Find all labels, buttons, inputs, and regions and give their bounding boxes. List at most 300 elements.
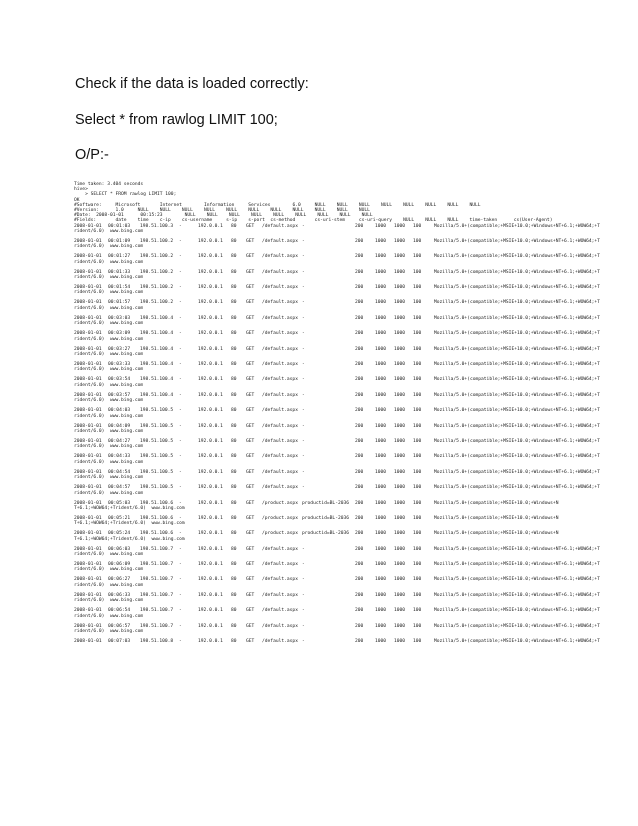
result-row (74, 423, 600, 439)
field-agent: Mozilla/5.0+(compatible;+MSIE+10.0;+Windows+NT+6.1;+WOW64;+T (434, 238, 600, 244)
field-sip: 192.0.0.1 (198, 592, 223, 598)
field-status: 200 (355, 300, 364, 306)
field-time: 00:03:09 (108, 331, 131, 337)
field-taken: 100 (413, 346, 422, 352)
field-status: 200 (355, 531, 364, 537)
field-win: 1000 (394, 438, 406, 444)
result-row (74, 438, 600, 454)
result-row (74, 562, 600, 577)
field-status: 200 (355, 238, 364, 244)
result-row (74, 608, 600, 623)
result-row (74, 639, 600, 654)
field-status: 200 (355, 223, 364, 229)
console-header-line: #Date: 2008-01-01 00:15:23 NULL NULL NULL NULL NULL NULL NULL NULL NULL (74, 213, 373, 219)
field-taken: 100 (413, 408, 422, 414)
field-agent: Mozilla/5.0+(compatible;+MSIE+10.0;+Windows+NT+6.1;+WOW64;+T (434, 362, 600, 368)
field-time: 00:06:09 (108, 562, 131, 568)
field-cip: 198.51.100.7 (140, 592, 174, 598)
field-sub: 1000 (375, 285, 387, 291)
field-sip: 192.0.0.1 (198, 392, 223, 398)
field-method: GET (246, 377, 255, 383)
field-sub: 1000 (375, 362, 387, 368)
field-win: 1000 (394, 254, 406, 260)
field-sub: 1000 (375, 485, 387, 491)
field-method: GET (246, 608, 255, 614)
field-taken: 100 (413, 500, 422, 506)
field-sip: 192.0.0.1 (198, 608, 223, 614)
console-header-line: #Version: 1.0 NULL NULL NULL NULL NULL NULL NULL NULL NULL NULL NULL (74, 207, 370, 213)
field-time: 00:04:33 (108, 454, 131, 460)
field-agent: Mozilla/5.0+(compatible;+MSIE+10.0;+Windows+NT+6.1;+WOW64;+T (434, 469, 600, 475)
instruction-text: Check if the data is loaded correctly: (75, 76, 309, 92)
field-port: 80 (231, 592, 237, 598)
field-sub: 1000 (375, 577, 387, 583)
field-query: - (302, 346, 305, 352)
field-port: 80 (231, 254, 237, 260)
field-time: 00:04:54 (108, 469, 131, 475)
field-date: 2008-01-01 (74, 223, 102, 229)
result-row (74, 362, 600, 377)
field-time: 00:06:57 (108, 623, 131, 629)
field-agent: Mozilla/5.0+(compatible;+MSIE+10.0;+Windows+NT+6.1;+WOW64;+T (434, 454, 600, 460)
field-cip: 198.51.100.4 (140, 377, 174, 383)
field-user: - (179, 269, 182, 275)
field-sip: 192.0.0.1 (198, 269, 223, 275)
field-win: 1000 (394, 515, 406, 521)
field-sub: 1000 (375, 623, 387, 629)
result-row (74, 254, 600, 269)
console-screenshot (74, 182, 600, 778)
field-user: - (179, 254, 182, 260)
field-method: GET (246, 269, 255, 275)
field-query: - (302, 223, 305, 229)
field-user: - (179, 531, 182, 537)
console-header-line: #Fields: date time c-ip cs-username s-ip s-port cs-method cs-uri-stem cs-uri-query NULL NULL NULL time-taken cs(User-Agent) (74, 218, 553, 224)
field-sip: 192.0.0.1 (198, 469, 223, 475)
field-cip: 198.51.100.3 (140, 223, 174, 229)
field-query: - (302, 285, 305, 291)
result-row (74, 238, 600, 254)
field-sub: 1000 (375, 500, 387, 506)
query-result-rows (74, 223, 600, 655)
result-row-continuation: rident/6.0) www.bing.com (74, 459, 144, 465)
field-stem: /default.aspx (262, 469, 298, 475)
field-sub: 1000 (375, 608, 387, 614)
field-agent: Mozilla/5.0+(compatible;+MSIE+10.0;+Windows+NT+6.1;+WOW64;+T (434, 438, 600, 444)
field-sip: 192.0.0.1 (198, 300, 223, 306)
field-user: - (179, 423, 182, 429)
field-cip: 198.51.100.2 (140, 269, 174, 275)
result-row (74, 392, 600, 408)
field-query: - (302, 300, 305, 306)
field-taken: 100 (413, 315, 422, 321)
result-row-continuation: rident/6.0) www.bing.com (74, 321, 144, 327)
field-date: 2008-01-01 (74, 346, 102, 352)
field-win: 1000 (394, 639, 406, 645)
field-user: - (179, 454, 182, 460)
field-method: GET (246, 485, 255, 491)
result-row (74, 546, 600, 562)
field-taken: 100 (413, 623, 422, 629)
field-method: GET (246, 531, 255, 537)
field-port: 80 (231, 392, 237, 398)
field-date: 2008-01-01 (74, 377, 102, 383)
field-user: - (179, 408, 182, 414)
field-port: 80 (231, 346, 237, 352)
field-agent: Mozilla/5.0+(compatible;+MSIE+10.0;+Windows+NT+6.1;+WOW64;+T (434, 608, 600, 614)
field-method: GET (246, 454, 255, 460)
field-cip: 198.51.100.4 (140, 346, 174, 352)
field-agent: Mozilla/5.0+(compatible;+MSIE+10.0;+Windows+NT+6.1;+WOW64;+T (434, 592, 600, 598)
field-stem: /default.aspx (262, 408, 298, 414)
field-status: 200 (355, 500, 364, 506)
field-sub: 1000 (375, 438, 387, 444)
field-date: 2008-01-01 (74, 469, 102, 475)
field-query: - (302, 577, 305, 583)
field-status: 200 (355, 408, 364, 414)
field-taken: 100 (413, 531, 422, 537)
field-cip: 198.51.100.4 (140, 392, 174, 398)
field-time: 00:03:54 (108, 377, 131, 383)
field-port: 80 (231, 500, 237, 506)
field-date: 2008-01-01 (74, 331, 102, 337)
field-stem: /default.aspx (262, 254, 298, 260)
field-agent: Mozilla/5.0+(compatible;+MSIE+10.0;+Windows+N (434, 500, 559, 506)
result-row-continuation: rident/6.0) www.bing.com (74, 413, 144, 419)
field-date: 2008-01-01 (74, 423, 102, 429)
field-date: 2008-01-01 (74, 254, 102, 260)
result-row-continuation: T+6.1;+WOW64;+Trident/6.0) www.bing.com (74, 536, 185, 542)
field-port: 80 (231, 362, 237, 368)
field-port: 80 (231, 438, 237, 444)
field-user: - (179, 608, 182, 614)
field-port: 80 (231, 408, 237, 414)
field-date: 2008-01-01 (74, 562, 102, 568)
result-row (74, 592, 600, 608)
field-date: 2008-01-01 (74, 315, 102, 321)
field-agent: Mozilla/5.0+(compatible;+MSIE+10.0;+Windows+NT+6.1;+WOW64;+T (434, 223, 600, 229)
result-row (74, 331, 600, 346)
field-time: 00:01:27 (108, 254, 131, 260)
field-method: GET (246, 408, 255, 414)
field-agent: Mozilla/5.0+(compatible;+MSIE+10.0;+Windows+NT+6.1;+WOW64;+T (434, 639, 600, 645)
field-date: 2008-01-01 (74, 485, 102, 491)
field-taken: 100 (413, 238, 422, 244)
field-sub: 1000 (375, 592, 387, 598)
field-sip: 192.0.0.1 (198, 238, 223, 244)
field-query: - (302, 362, 305, 368)
field-query: - (302, 423, 305, 429)
field-date: 2008-01-01 (74, 408, 102, 414)
field-win: 1000 (394, 592, 406, 598)
field-query: - (302, 392, 305, 398)
field-time: 00:01:57 (108, 300, 131, 306)
field-sip: 192.0.0.1 (198, 438, 223, 444)
field-sub: 1000 (375, 392, 387, 398)
result-row (74, 408, 600, 423)
console-header-line: Time taken: 3.404 seconds (74, 182, 144, 187)
field-agent: Mozilla/5.0+(compatible;+MSIE+10.0;+Windows+NT+6.1;+WOW64;+T (434, 546, 600, 552)
field-time: 00:01:03 (108, 223, 131, 229)
field-status: 200 (355, 592, 364, 598)
field-sub: 1000 (375, 454, 387, 460)
query-text: Select * from rawlog LIMIT 100; (75, 112, 278, 128)
field-date: 2008-01-01 (74, 454, 102, 460)
result-row (74, 577, 600, 592)
field-cip: 198.51.100.5 (140, 454, 174, 460)
field-cip: 198.51.100.4 (140, 315, 174, 321)
field-sub: 1000 (375, 223, 387, 229)
field-taken: 100 (413, 515, 422, 521)
field-date: 2008-01-01 (74, 362, 102, 368)
field-port: 80 (231, 608, 237, 614)
field-sip: 192.0.0.1 (198, 531, 223, 537)
field-user: - (179, 315, 182, 321)
field-sip: 192.0.0.1 (198, 377, 223, 383)
field-method: GET (246, 469, 255, 475)
result-row (74, 469, 600, 485)
result-row-continuation: T+6.1;+WOW64;+Trident/6.0) www.bing.com (74, 505, 185, 511)
field-sip: 192.0.0.1 (198, 331, 223, 337)
field-date: 2008-01-01 (74, 592, 102, 598)
field-sub: 1000 (375, 377, 387, 383)
field-cip: 198.51.100.4 (140, 362, 174, 368)
field-time: 00:06:03 (108, 546, 131, 552)
field-port: 80 (231, 577, 237, 583)
field-user: - (179, 592, 182, 598)
field-port: 80 (231, 546, 237, 552)
field-user: - (179, 500, 182, 506)
result-row (74, 269, 600, 285)
field-taken: 100 (413, 608, 422, 614)
field-time: 00:01:33 (108, 269, 131, 275)
field-cip: 198.51.100.2 (140, 285, 174, 291)
field-method: GET (246, 362, 255, 368)
field-query: - (302, 623, 305, 629)
field-win: 1000 (394, 546, 406, 552)
field-user: - (179, 623, 182, 629)
result-row-continuation: rident/6.0) www.bing.com (74, 552, 144, 558)
field-method: GET (246, 577, 255, 583)
result-row (74, 285, 600, 300)
result-row (74, 516, 572, 531)
field-cip: 198.51.100.6 (140, 531, 174, 537)
field-taken: 100 (413, 300, 422, 306)
result-row-continuation: rident/6.0) www.bing.com (74, 613, 144, 619)
field-status: 200 (355, 577, 364, 583)
field-taken: 100 (413, 377, 422, 383)
field-cip: 198.51.100.2 (140, 254, 174, 260)
result-row-continuation: rident/6.0) www.bing.com (74, 305, 144, 311)
field-cip: 198.51.100.2 (140, 238, 174, 244)
field-user: - (179, 639, 182, 645)
field-port: 80 (231, 623, 237, 629)
console-header (74, 182, 572, 224)
field-query: - (302, 546, 305, 552)
result-row-continuation: rident/6.0) www.bing.com (74, 290, 144, 296)
field-port: 80 (231, 562, 237, 568)
field-user: - (179, 238, 182, 244)
field-query: - (302, 254, 305, 260)
field-user: - (179, 300, 182, 306)
field-method: GET (246, 346, 255, 352)
result-row-continuation: rident/6.0) www.bing.com (74, 490, 144, 496)
field-agent: Mozilla/5.0+(compatible;+MSIE+10.0;+Windows+NT+6.1;+WOW64;+T (434, 331, 600, 337)
field-port: 80 (231, 285, 237, 291)
field-user: - (179, 362, 182, 368)
field-win: 1000 (394, 377, 406, 383)
field-taken: 100 (413, 562, 422, 568)
field-stem: /default.aspx (262, 223, 298, 229)
result-row (74, 623, 600, 639)
field-user: - (179, 346, 182, 352)
field-cip: 198.51.100.6 (140, 515, 174, 521)
field-sip: 192.0.0.1 (198, 562, 223, 568)
result-row-continuation: rident/6.0) www.bing.com (74, 336, 144, 342)
field-stem: /default.aspx (262, 562, 298, 568)
result-row-continuation: rident/6.0) www.bing.com (74, 259, 144, 265)
field-agent: Mozilla/5.0+(compatible;+MSIE+10.0;+Windows+NT+6.1;+WOW64;+T (434, 377, 600, 383)
field-status: 200 (355, 346, 364, 352)
field-method: GET (246, 223, 255, 229)
field-stem: /default.aspx (262, 423, 298, 429)
field-stem: /default.aspx (262, 346, 298, 352)
field-time: 00:06:54 (108, 608, 131, 614)
result-row-continuation: rident/6.0) www.bing.com (74, 367, 144, 373)
field-sip: 192.0.0.1 (198, 315, 223, 321)
field-port: 80 (231, 377, 237, 383)
field-user: - (179, 577, 182, 583)
field-sub: 1000 (375, 562, 387, 568)
field-agent: Mozilla/5.0+(compatible;+MSIE+10.0;+Windows+NT+6.1;+WOW64;+T (434, 423, 600, 429)
field-stem: /default.aspx (262, 285, 298, 291)
field-stem: /default.aspx (262, 238, 298, 244)
field-agent: Mozilla/5.0+(compatible;+MSIE+10.0;+Windows+NT+6.1;+WOW64;+T (434, 408, 600, 414)
console-header-line: #Software: Microsoft Internet Information Services 6.0 NULL NULL NULL NULL NULL NULL NULL NULL (74, 202, 481, 208)
field-win: 1000 (394, 285, 406, 291)
field-date: 2008-01-01 (74, 285, 102, 291)
field-date: 2008-01-01 (74, 500, 102, 506)
field-time: 00:03:27 (108, 346, 131, 352)
field-agent: Mozilla/5.0+(compatible;+MSIE+10.0;+Windows+NT+6.1;+WOW64;+T (434, 485, 600, 491)
field-status: 200 (355, 254, 364, 260)
field-time: 00:06:27 (108, 577, 131, 583)
field-date: 2008-01-01 (74, 546, 102, 552)
field-method: GET (246, 392, 255, 398)
field-sip: 192.0.0.1 (198, 515, 223, 521)
field-sip: 192.0.0.1 (198, 285, 223, 291)
field-query: - (302, 408, 305, 414)
field-user: - (179, 438, 182, 444)
field-cip: 198.51.100.5 (140, 423, 174, 429)
field-taken: 100 (413, 546, 422, 552)
field-taken: 100 (413, 485, 422, 491)
field-agent: Mozilla/5.0+(compatible;+MSIE+10.0;+Windows+NT+6.1;+WOW64;+T (434, 623, 600, 629)
field-time: 00:03:03 (108, 315, 131, 321)
field-query: - (302, 485, 305, 491)
result-row (74, 501, 572, 516)
field-status: 200 (355, 331, 364, 337)
field-time: 00:01:54 (108, 285, 131, 291)
field-stem: /default.aspx (262, 362, 298, 368)
field-method: GET (246, 639, 255, 645)
field-win: 1000 (394, 500, 406, 506)
result-row-continuation: rident/6.0) www.bing.com (74, 352, 144, 358)
field-sip: 192.0.0.1 (198, 346, 223, 352)
field-stem: /default.aspx (262, 331, 298, 337)
field-query: - (302, 269, 305, 275)
field-method: GET (246, 254, 255, 260)
field-win: 1000 (394, 362, 406, 368)
field-time: 00:03:33 (108, 362, 131, 368)
field-method: GET (246, 315, 255, 321)
field-cip: 198.51.100.5 (140, 408, 174, 414)
field-cip: 198.51.100.8 (140, 639, 174, 645)
field-date: 2008-01-01 (74, 531, 102, 537)
field-time: 00:04:57 (108, 485, 131, 491)
result-row-continuation: rident/6.0) www.bing.com (74, 428, 144, 434)
field-cip: 198.51.100.7 (140, 562, 174, 568)
field-win: 1000 (394, 392, 406, 398)
field-taken: 100 (413, 331, 422, 337)
field-win: 1000 (394, 485, 406, 491)
field-win: 1000 (394, 469, 406, 475)
field-sip: 192.0.0.1 (198, 639, 223, 645)
field-stem: /default.aspx (262, 546, 298, 552)
field-stem: /product.aspx (262, 515, 298, 521)
field-status: 200 (355, 423, 364, 429)
result-row-continuation: rident/6.0) www.bing.com (74, 444, 144, 450)
field-win: 1000 (394, 423, 406, 429)
field-port: 80 (231, 269, 237, 275)
field-cip: 198.51.100.7 (140, 608, 174, 614)
field-status: 200 (355, 438, 364, 444)
field-port: 80 (231, 238, 237, 244)
field-sub: 1000 (375, 315, 387, 321)
field-date: 2008-01-01 (74, 269, 102, 275)
field-port: 80 (231, 223, 237, 229)
field-status: 200 (355, 639, 364, 645)
field-sub: 1000 (375, 423, 387, 429)
field-stem: /default.aspx (262, 315, 298, 321)
field-stem: /default.aspx (262, 454, 298, 460)
field-win: 1000 (394, 531, 406, 537)
field-port: 80 (231, 423, 237, 429)
field-stem: /default.aspx (262, 623, 298, 629)
field-status: 200 (355, 623, 364, 629)
field-status: 200 (355, 546, 364, 552)
field-method: GET (246, 300, 255, 306)
field-taken: 100 (413, 285, 422, 291)
field-sub: 1000 (375, 531, 387, 537)
field-method: GET (246, 438, 255, 444)
field-date: 2008-01-01 (74, 623, 102, 629)
field-sub: 1000 (375, 639, 387, 645)
field-port: 80 (231, 639, 237, 645)
field-time: 00:05:24 (108, 531, 131, 537)
field-date: 2008-01-01 (74, 515, 102, 521)
result-row (74, 454, 600, 469)
field-time: 00:04:27 (108, 438, 131, 444)
field-stem: /default.aspx (262, 377, 298, 383)
field-status: 200 (355, 377, 364, 383)
field-taken: 100 (413, 454, 422, 460)
field-query: - (302, 562, 305, 568)
field-user: - (179, 485, 182, 491)
result-row-continuation: rident/6.0) www.bing.com (74, 598, 144, 604)
field-sip: 192.0.0.1 (198, 362, 223, 368)
field-cip: 198.51.100.5 (140, 485, 174, 491)
